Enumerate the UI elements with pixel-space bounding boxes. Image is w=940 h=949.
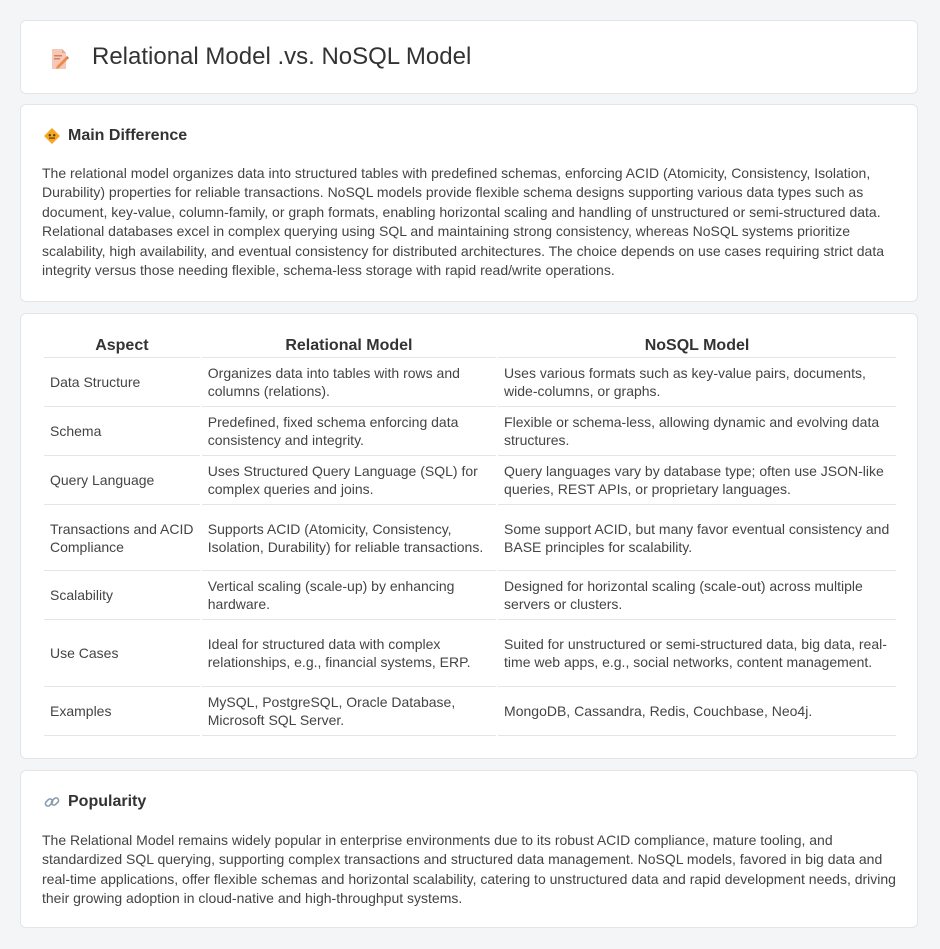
table-header-row [44, 334, 896, 358]
table-row [44, 456, 896, 505]
table-row [44, 505, 896, 571]
relational-cell: Organizes data into tables with rows and columns (relations). [202, 358, 496, 407]
nosql-cell: Designed for horizontal scaling (scale-out) across multiple servers or clusters. [498, 571, 896, 620]
relational-cell: MySQL, PostgreSQL, Oracle Database, Microsoft SQL Server. [202, 687, 496, 736]
relational-cell: Predefined, fixed schema enforcing data consistency and integrity. [202, 407, 496, 456]
relational-cell: Ideal for structured data with complex relationships, e.g., financial systems, ERP. [202, 620, 496, 687]
popularity-text: The Relational Model remains widely popular in enterprise environments due to its robust ACID compliance, mature tooling, and standardized SQL querying, supporting complex transactions and structured data management. NoSQL models, favored in big data and real-time applications, offer flexible schemas and horizontal scalability, catering to unstructured data and rapid development needs, driving their growing adoption in cloud-native and high-throughput systems. [42, 832, 896, 907]
title-card [20, 20, 918, 94]
header-aspect: Aspect [44, 334, 200, 358]
nosql-cell: MongoDB, Cassandra, Redis, Couchbase, Neo4j. [498, 687, 896, 736]
main-difference-card [20, 104, 918, 302]
relational-cell: Vertical scaling (scale-up) by enhancing hardware. [202, 571, 496, 620]
aspect-cell: Schema [44, 407, 200, 456]
relational-cell: Uses Structured Query Language (SQL) for complex queries and joins. [202, 456, 496, 505]
comparison-table [42, 334, 898, 736]
table-row [44, 571, 896, 620]
diamond-sign-icon [43, 127, 61, 145]
aspect-cell: Data Structure [44, 358, 200, 407]
table-row [44, 620, 896, 687]
table-row [44, 687, 896, 736]
nosql-cell: Some support ACID, but many favor eventual consistency and BASE principles for scalability. [498, 505, 896, 571]
header-nosql: NoSQL Model [498, 334, 896, 358]
document-pencil-icon [47, 47, 71, 71]
main-difference-header [43, 127, 187, 145]
popularity-card [20, 770, 918, 928]
nosql-cell: Flexible or schema-less, allowing dynamic and evolving data structures. [498, 407, 896, 456]
aspect-cell: Use Cases [44, 620, 200, 687]
popularity-header [43, 793, 146, 811]
page-title: Relational Model .vs. NoSQL Model [92, 43, 472, 70]
table-row [44, 407, 896, 456]
table-row [44, 358, 896, 407]
aspect-cell: Query Language [44, 456, 200, 505]
aspect-cell: Examples [44, 687, 200, 736]
header-relational: Relational Model [202, 334, 496, 358]
comparison-table-card [20, 313, 918, 759]
popularity-heading: Popularity [68, 793, 147, 810]
main-difference-heading: Main Difference [68, 127, 188, 144]
nosql-cell: Query languages vary by database type; often use JSON-like queries, REST APIs, or proprietary languages. [498, 456, 896, 505]
nosql-cell: Uses various formats such as key-value pairs, documents, wide-columns, or graphs. [498, 358, 896, 407]
aspect-cell: Scalability [44, 571, 200, 620]
nosql-cell: Suited for unstructured or semi-structured data, big data, real-time web apps, e.g., social networks, content management. [498, 620, 896, 687]
main-difference-text: The relational model organizes data into structured tables with predefined schemas, enforcing ACID (Atomicity, Consistency, Isolation, Durability) properties for reliable transactions. NoSQL models provide flexible schema designs supporting various data types such as document, key-value, column-family, or graph formats, enabling horizontal scaling and handling of unstructured or semi-structured data. Relational databases excel in complex querying using SQL and maintaining strong consistency, whereas NoSQL systems prioritize scalability, high availability, and eventual consistency for distributed architectures. The choice depends on use cases requiring strict data integrity versus those needing flexible, schema-less storage with rapid read/write operations. [42, 165, 885, 279]
relational-cell: Supports ACID (Atomicity, Consistency, Isolation, Durability) for reliable transactions. [202, 505, 496, 571]
aspect-cell: Transactions and ACID Compliance [44, 505, 200, 571]
link-icon [43, 793, 61, 811]
